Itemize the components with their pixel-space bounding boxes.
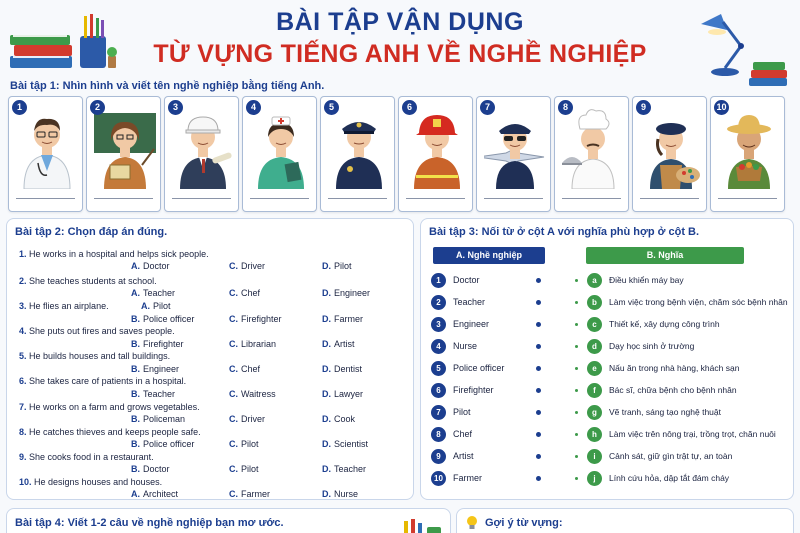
- answer-line[interactable]: [250, 198, 309, 199]
- match-dot: [536, 476, 541, 481]
- picture-card-9: [632, 96, 707, 212]
- card-number: 4: [246, 100, 261, 115]
- match-dot: [575, 433, 578, 436]
- column-b-item[interactable]: g Vẽ tranh, sáng tạo nghệ thuật: [569, 405, 793, 420]
- option-d[interactable]: D. Dentist: [322, 364, 363, 374]
- exercise4-panel: [6, 508, 451, 533]
- option-b[interactable]: B. Doctor: [131, 464, 170, 474]
- exercise4-heading: Bài tập 4: Viết 1-2 câu về nghề nghiệp bạn mơ ước.: [15, 517, 284, 529]
- option-d[interactable]: D. Teacher: [322, 464, 367, 474]
- match-dot: [575, 389, 578, 392]
- answer-line[interactable]: [94, 198, 153, 199]
- option-d[interactable]: D. Farmer: [322, 314, 363, 324]
- option-d[interactable]: D. Scientist: [322, 439, 369, 449]
- column-a-item[interactable]: 10 Farmer: [431, 471, 571, 486]
- farmer-figure: [718, 105, 780, 189]
- vocabulary-hint-panel: [456, 508, 794, 533]
- option-d[interactable]: D. Pilot: [322, 261, 352, 271]
- pencils-icon: [400, 517, 444, 533]
- teacher-figure: [94, 105, 156, 189]
- title-block: [0, 8, 800, 69]
- card-number: 3: [168, 100, 183, 115]
- answer-line[interactable]: [562, 198, 621, 199]
- answer-line[interactable]: [640, 198, 699, 199]
- match-dot: [575, 477, 578, 480]
- match-dot: [575, 345, 578, 348]
- picture-card-8: [554, 96, 629, 212]
- option-c[interactable]: C. Driver: [229, 414, 265, 424]
- column-b-item[interactable]: j Lính cứu hỏa, dập tắt đám cháy: [569, 471, 793, 486]
- question-8: 8. He catches thieves and keeps people safe.: [19, 427, 201, 437]
- option-a[interactable]: A. Pilot: [141, 301, 171, 311]
- option-c[interactable]: C. Waitress: [229, 389, 276, 399]
- card-number: 8: [558, 100, 573, 115]
- match-dot: [575, 455, 578, 458]
- column-b-item[interactable]: h Làm việc trên nông trại, trồng trọt, chăn nuôi: [569, 427, 793, 442]
- option-c[interactable]: C. Pilot: [229, 464, 259, 474]
- picture-card-5: [320, 96, 395, 212]
- column-a-item[interactable]: 9 Artist: [431, 449, 571, 464]
- option-c[interactable]: C. Chef: [229, 288, 261, 298]
- match-dot: [536, 322, 541, 327]
- option-d[interactable]: D. Artist: [322, 339, 355, 349]
- match-dot: [575, 367, 578, 370]
- exercise1-cards: [6, 96, 792, 214]
- answer-line[interactable]: [328, 198, 387, 199]
- column-a-item[interactable]: 4 Nurse: [431, 339, 571, 354]
- column-b-item[interactable]: a Điều khiển máy bay: [569, 273, 793, 288]
- picture-card-3: [164, 96, 239, 212]
- column-a-item[interactable]: 2 Teacher: [431, 295, 571, 310]
- column-b-header: B. Nghĩa: [586, 247, 744, 264]
- column-b-item[interactable]: c Thiết kế, xây dựng công trình: [569, 317, 793, 332]
- match-dot: [575, 279, 578, 282]
- page-subtitle: TỪ VỰNG TIẾNG ANH VỀ NGHỀ NGHIỆP: [153, 40, 647, 68]
- option-c[interactable]: C. Pilot: [229, 439, 259, 449]
- question-2: 2. She teaches students at school.: [19, 276, 157, 286]
- option-d[interactable]: D. Engineer: [322, 288, 371, 298]
- option-d[interactable]: D. Nurse: [322, 489, 359, 499]
- card-number: 6: [402, 100, 417, 115]
- picture-card-2: [86, 96, 161, 212]
- match-dot: [536, 344, 541, 349]
- option-a[interactable]: A. Teacher: [131, 288, 176, 298]
- pilot-figure: [484, 105, 546, 189]
- picture-card-1: [8, 96, 83, 212]
- answer-line[interactable]: [406, 198, 465, 199]
- option-c[interactable]: C. Librarian: [229, 339, 277, 349]
- option-b[interactable]: B. Firefighter: [131, 339, 184, 349]
- picture-card-4: [242, 96, 317, 212]
- card-number: 2: [90, 100, 105, 115]
- card-number: 7: [480, 100, 495, 115]
- option-b[interactable]: B. Teacher: [131, 389, 176, 399]
- doctor-figure: [16, 105, 78, 189]
- match-dot: [536, 366, 541, 371]
- question-9: 9. She cooks food in a restaurant.: [19, 452, 154, 462]
- option-a[interactable]: A. Doctor: [131, 261, 170, 271]
- column-a-item[interactable]: 7 Pilot: [431, 405, 571, 420]
- question-6: 6. She takes care of patients in a hospital.: [19, 376, 187, 386]
- engineer-figure: [172, 105, 234, 189]
- exercise2-panel: [6, 218, 414, 500]
- column-a-item[interactable]: 6 Firefighter: [431, 383, 571, 398]
- match-dot: [536, 410, 541, 415]
- column-b-item[interactable]: e Nấu ăn trong nhà hàng, khách sạn: [569, 361, 793, 376]
- answer-line[interactable]: [172, 198, 231, 199]
- exercise3-heading: Bài tập 3: Nối từ ở cột A với nghĩa phù hợp ở cột B.: [429, 226, 700, 238]
- column-a-item[interactable]: 3 Engineer: [431, 317, 571, 332]
- option-d[interactable]: D. Lawyer: [322, 389, 364, 399]
- exercise3-panel: [420, 218, 794, 500]
- answer-line[interactable]: [16, 198, 75, 199]
- police-officer-figure: [328, 105, 390, 189]
- question-5: 5. He builds houses and tall buildings.: [19, 351, 171, 361]
- column-b-item[interactable]: d Dạy học sinh ở trường: [569, 339, 793, 354]
- lightbulb-icon: [465, 515, 479, 531]
- card-number: 5: [324, 100, 339, 115]
- column-a-item[interactable]: 5 Police officer: [431, 361, 571, 376]
- option-b[interactable]: B. Policeman: [131, 414, 186, 424]
- answer-line[interactable]: [484, 198, 543, 199]
- picture-card-6: [398, 96, 473, 212]
- column-a-item[interactable]: 1 Doctor: [431, 273, 571, 288]
- artist-figure: [640, 105, 702, 189]
- match-dot: [536, 454, 541, 459]
- match-dot: [536, 432, 541, 437]
- column-a-header: A. Nghề nghiệp: [433, 247, 545, 264]
- question-4: 4. She puts out fires and saves people.: [19, 326, 175, 336]
- option-b[interactable]: B. Engineer: [131, 364, 180, 374]
- exercise2-heading: Bài tập 2: Chọn đáp án đúng.: [15, 226, 168, 238]
- option-c[interactable]: C. Driver: [229, 261, 265, 271]
- column-a-item[interactable]: 8 Chef: [431, 427, 571, 442]
- column-b-item[interactable]: i Cảnh sát, giữ gìn trật tự, an toàn: [569, 449, 793, 464]
- match-dot: [575, 411, 578, 414]
- picture-card-10: [710, 96, 785, 212]
- option-c[interactable]: C. Chef: [229, 364, 261, 374]
- answer-line[interactable]: [718, 198, 777, 199]
- hint-heading: Gợi ý từ vựng:: [485, 517, 563, 529]
- match-dot: [536, 300, 541, 305]
- column-b-item[interactable]: f Bác sĩ, chữa bệnh cho bệnh nhân: [569, 383, 793, 398]
- option-b[interactable]: B. Police officer: [131, 314, 195, 324]
- question-10: 10. He designs houses and houses.: [19, 477, 163, 487]
- card-number: 10: [714, 100, 729, 115]
- option-c[interactable]: C. Farmer: [229, 489, 270, 499]
- match-dot: [536, 388, 541, 393]
- chef-figure: [562, 105, 624, 189]
- page-title: BÀI TẬP VẬN DỤNG: [276, 8, 524, 36]
- match-dot: [575, 301, 578, 304]
- question-3: 3. He flies an airplane.: [19, 301, 109, 311]
- card-number: 1: [12, 100, 27, 115]
- option-b[interactable]: B. Police officer: [131, 439, 195, 449]
- exercise1-heading: Bài tập 1: Nhìn hình và viết tên nghề nghiệp bằng tiếng Anh.: [10, 80, 325, 92]
- match-dot: [536, 278, 541, 283]
- question-7: 7. He works on a farm and grows vegetables.: [19, 402, 200, 412]
- column-b-item[interactable]: b Làm việc trong bệnh viện, chăm sóc bệnh nhân: [569, 295, 793, 310]
- option-a[interactable]: A. Architect: [131, 489, 179, 499]
- match-dot: [575, 323, 578, 326]
- card-number: 9: [636, 100, 651, 115]
- option-d[interactable]: D. Cook: [322, 414, 356, 424]
- option-c[interactable]: C. Firefighter: [229, 314, 282, 324]
- picture-card-7: [476, 96, 551, 212]
- nurse-figure: [250, 105, 312, 189]
- firefighter-figure: [406, 105, 468, 189]
- question-1: 1. He works in a hospital and helps sick people.: [19, 249, 209, 259]
